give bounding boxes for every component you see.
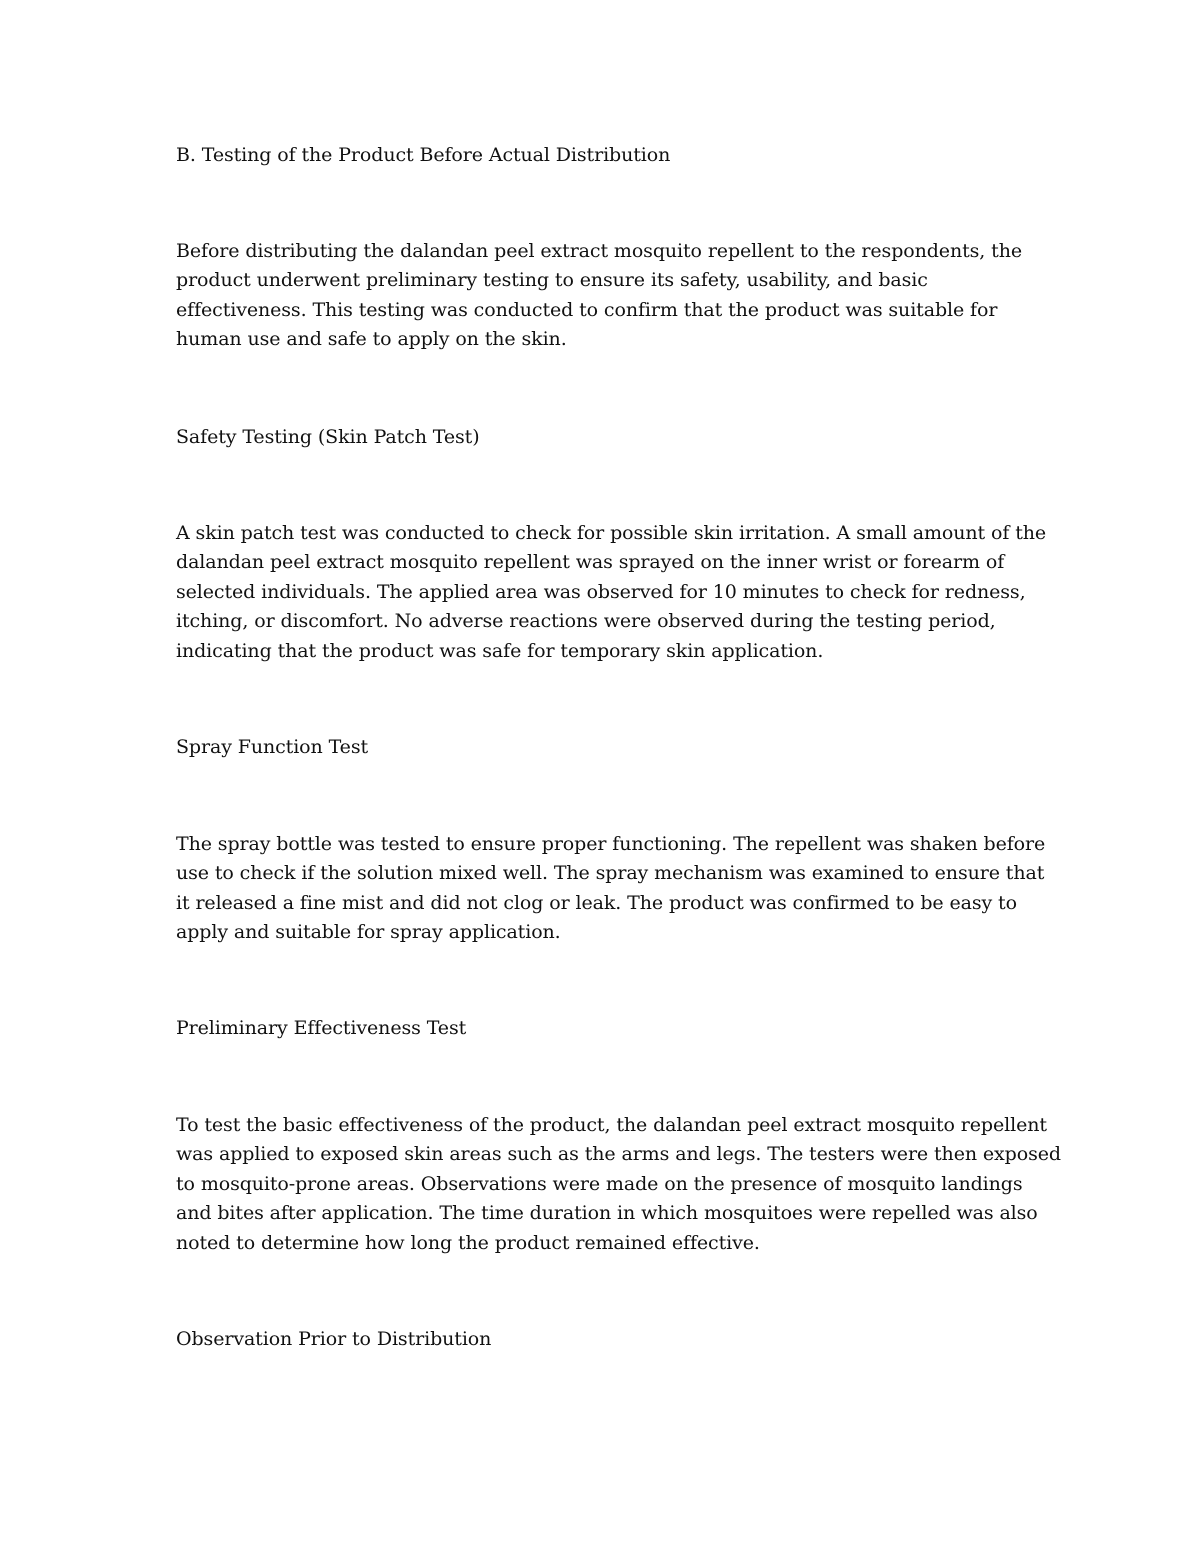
observation-heading: Observation Prior to Distribution: [176, 1328, 492, 1350]
section-title: B. Testing of the Product Before Actual Distribution: [176, 144, 671, 166]
paragraph-line: noted to determine how long the product remained effective.: [176, 1231, 760, 1254]
safety-testing-paragraph: [176, 519, 1047, 666]
spray-function-paragraph: [176, 830, 1046, 948]
paragraph-line: was applied to exposed skin areas such as the arms and legs. The testers were then exposed: [176, 1143, 1061, 1166]
paragraph-line: and bites after application. The time duration in which mosquitoes were repelled was also: [176, 1202, 1038, 1225]
intro-paragraph: [176, 237, 1026, 355]
paragraph-line: selected individuals. The applied area was observed for 10 minutes to check for redness,: [176, 580, 1026, 603]
paragraph-line: The spray bottle was tested to ensure proper functioning. The repellent was shaken before: [176, 833, 1046, 855]
paragraph-line: human use and safe to apply on the skin.: [176, 328, 567, 351]
effectiveness-heading: Preliminary Effectiveness Test: [176, 1017, 467, 1039]
paragraph-line: product underwent preliminary testing to ensure its safety, usability, and basic: [176, 269, 928, 292]
safety-testing-heading: Safety Testing (Skin Patch Test): [176, 426, 480, 448]
paragraph-line: Before distributing the dalandan peel extract mosquito repellent to the respondents, the: [176, 240, 1022, 262]
paragraph-line: dalandan peel extract mosquito repellent was sprayed on the inner wrist or forearm of: [176, 551, 1005, 574]
paragraph-line: it released a fine mist and did not clog or leak. The product was confirmed to be easy to: [176, 891, 1017, 914]
paragraph-line: use to check if the solution mixed well. The spray mechanism was examined to ensure that: [176, 862, 1045, 885]
paragraph-line: effectiveness. This testing was conducted to confirm that the product was suitable for: [176, 298, 998, 321]
paragraph-line: To test the basic effectiveness of the product, the dalandan peel extract mosquito repellent: [176, 1114, 1047, 1136]
paragraph-line: itching, or discomfort. No adverse reactions were observed during the testing period,: [176, 610, 996, 633]
paragraph-line: apply and suitable for spray application.: [176, 921, 561, 944]
paragraph-line: to mosquito-prone areas. Observations were made on the presence of mosquito landings: [176, 1172, 1023, 1195]
effectiveness-paragraph: [176, 1111, 1061, 1258]
spray-function-heading: Spray Function Test: [176, 736, 369, 758]
paragraph-line: A skin patch test was conducted to check for possible skin irritation. A small amount of the: [176, 522, 1047, 544]
paragraph-line: indicating that the product was safe for temporary skin application.: [176, 639, 824, 662]
